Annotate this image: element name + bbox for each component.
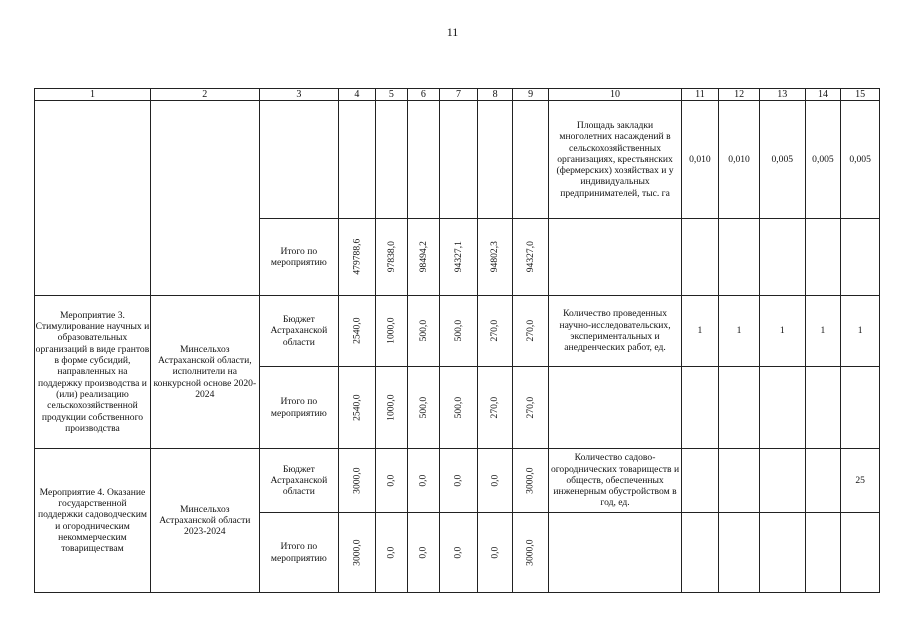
source-cell: Бюджет Астраханской области	[259, 449, 338, 513]
column-number: 8	[478, 89, 513, 101]
budget-value: 270,0	[524, 320, 536, 342]
target-cell: 25	[841, 449, 880, 513]
total-value: 98494,2	[418, 241, 430, 273]
measure-name-cell: Мероприятие 4. Оказание государственной поддержки садоводческим и огородническим некоммерческим товариществам	[35, 449, 151, 593]
indicator-cell	[549, 219, 681, 296]
budget-value: 0,0	[385, 474, 397, 487]
target-cell: 1	[805, 296, 841, 367]
value-cell	[512, 367, 549, 449]
total-value: 500,0	[452, 396, 464, 419]
target-cell: 0,005	[841, 101, 880, 219]
target-cell	[681, 449, 719, 513]
value-cell	[408, 449, 440, 513]
target-cell: 1	[841, 296, 880, 367]
value-cell	[408, 101, 440, 219]
value-cell	[408, 219, 440, 296]
source-cell: Бюджет Астраханской области	[259, 296, 338, 367]
value-cell	[439, 367, 478, 449]
budget-value: 3000,0	[524, 467, 536, 494]
column-number: 9	[512, 89, 549, 101]
column-number: 13	[759, 89, 805, 101]
total-value: 479788,6	[351, 239, 363, 275]
total-label-cell: Итого по мероприятию	[259, 219, 338, 296]
value-cell	[375, 449, 408, 513]
value-cell	[478, 296, 513, 367]
value-cell	[512, 219, 549, 296]
total-value: 270,0	[489, 396, 501, 419]
executor-cell: Минсельхоз Астраханской области, исполнители на конкурсной основе 2020-2024	[150, 296, 259, 449]
budget-value: 0,0	[452, 474, 464, 487]
value-cell	[339, 219, 376, 296]
value-cell	[478, 449, 513, 513]
total-value: 2540,0	[351, 394, 363, 421]
column-number: 2	[150, 89, 259, 101]
indicator-cell	[549, 367, 681, 449]
column-number: 12	[719, 89, 760, 101]
target-cell	[719, 219, 760, 296]
total-label-cell: Итого по мероприятию	[259, 513, 338, 593]
value-cell	[339, 296, 376, 367]
program-table	[34, 88, 880, 593]
column-number: 3	[259, 89, 338, 101]
target-cell: 0,010	[681, 101, 719, 219]
budget-value: 3000,0	[351, 467, 363, 494]
value-cell	[478, 367, 513, 449]
target-cell: 0,005	[805, 101, 841, 219]
indicator-cell: Количество проведенных научно-исследовательских, экспериментальных и анедренческих работ, ед.	[549, 296, 681, 367]
total-value: 500,0	[417, 396, 429, 419]
target-cell	[805, 449, 841, 513]
column-number: 1	[35, 89, 151, 101]
column-number: 6	[408, 89, 440, 101]
measure-name-cell	[35, 101, 151, 296]
budget-value: 0,0	[417, 474, 429, 487]
target-cell	[841, 219, 880, 296]
value-cell	[408, 367, 440, 449]
value-cell	[439, 449, 478, 513]
value-cell	[512, 449, 549, 513]
column-number: 7	[439, 89, 478, 101]
total-value: 97838,0	[385, 241, 397, 273]
budget-value: 0,0	[489, 474, 501, 487]
target-cell	[719, 449, 760, 513]
table-row	[35, 449, 880, 513]
value-cell	[478, 513, 513, 593]
budget-value: 1000,0	[385, 317, 397, 345]
value-cell	[439, 219, 478, 296]
target-cell: 0,005	[759, 101, 805, 219]
target-cell: 0,010	[719, 101, 760, 219]
executor-cell	[150, 101, 259, 296]
total-label-cell: Итого по мероприятию	[259, 367, 338, 449]
indicator-cell: Площадь закладки многолетних насаждений в сельскохозяйственных организациях, крестьянских (фермерских) хозяйствах и у индивидуальных предпринимателей, тыс. га	[549, 101, 681, 219]
target-cell	[841, 513, 880, 593]
page-number: 11	[446, 25, 459, 39]
total-value: 1000,0	[385, 394, 397, 421]
value-cell	[375, 296, 408, 367]
target-cell	[681, 367, 719, 449]
value-cell	[339, 101, 376, 219]
target-cell	[805, 367, 841, 449]
target-cell	[759, 367, 805, 449]
target-cell	[759, 513, 805, 593]
value-cell	[339, 513, 376, 593]
target-cell	[719, 367, 760, 449]
budget-value: 500,0	[452, 320, 464, 342]
column-number: 10	[549, 89, 681, 101]
value-cell	[408, 296, 440, 367]
value-cell	[512, 296, 549, 367]
column-number: 5	[375, 89, 408, 101]
total-value: 94327,0	[524, 241, 536, 273]
target-cell	[719, 513, 760, 593]
budget-value: 2540,0	[351, 317, 363, 345]
total-value: 3000,0	[351, 539, 363, 566]
total-value: 0,0	[417, 546, 429, 559]
target-cell: 1	[719, 296, 760, 367]
value-cell	[375, 219, 408, 296]
total-value: 94327,1	[452, 241, 464, 273]
target-cell	[681, 513, 719, 593]
column-number: 15	[841, 89, 880, 101]
value-cell	[408, 513, 440, 593]
budget-value: 500,0	[417, 320, 429, 342]
executor-cell: Минсельхоз Астраханской области 2023-2024	[150, 449, 259, 593]
target-cell	[759, 449, 805, 513]
column-number-row	[35, 89, 880, 101]
value-cell	[478, 101, 513, 219]
value-cell	[478, 219, 513, 296]
table-row	[35, 101, 880, 219]
value-cell	[439, 296, 478, 367]
target-cell	[805, 219, 841, 296]
total-value: 270,0	[524, 396, 536, 419]
value-cell	[439, 101, 478, 219]
total-value: 94802,3	[489, 241, 501, 273]
value-cell	[512, 101, 549, 219]
total-value: 3000,0	[524, 539, 536, 566]
total-value: 0,0	[489, 546, 501, 559]
budget-value: 270,0	[489, 320, 501, 342]
table-row	[35, 296, 880, 367]
target-cell: 1	[759, 296, 805, 367]
target-cell: 1	[681, 296, 719, 367]
value-cell	[375, 101, 408, 219]
total-value: 0,0	[452, 546, 464, 559]
column-number: 11	[681, 89, 719, 101]
indicator-cell: Количество садово-огороднических товариществ и обществ, обеспеченных инженерным обустройством в год, ед.	[549, 449, 681, 513]
value-cell	[375, 367, 408, 449]
value-cell	[439, 513, 478, 593]
source-cell	[259, 101, 338, 219]
column-number: 4	[339, 89, 376, 101]
target-cell	[841, 367, 880, 449]
value-cell	[512, 513, 549, 593]
value-cell	[339, 449, 376, 513]
value-cell	[375, 513, 408, 593]
value-cell	[339, 367, 376, 449]
total-value: 0,0	[385, 546, 397, 559]
column-number: 14	[805, 89, 841, 101]
target-cell	[805, 513, 841, 593]
measure-name-cell: Мероприятие 3. Стимулирование научных и образовательных организаций в виде грантов в форме субсидий, направленных на поддержку производства и (или) реализацию сельскохозяйственной продукции собственного производства	[35, 296, 151, 449]
indicator-cell	[549, 513, 681, 593]
target-cell	[759, 219, 805, 296]
target-cell	[681, 219, 719, 296]
